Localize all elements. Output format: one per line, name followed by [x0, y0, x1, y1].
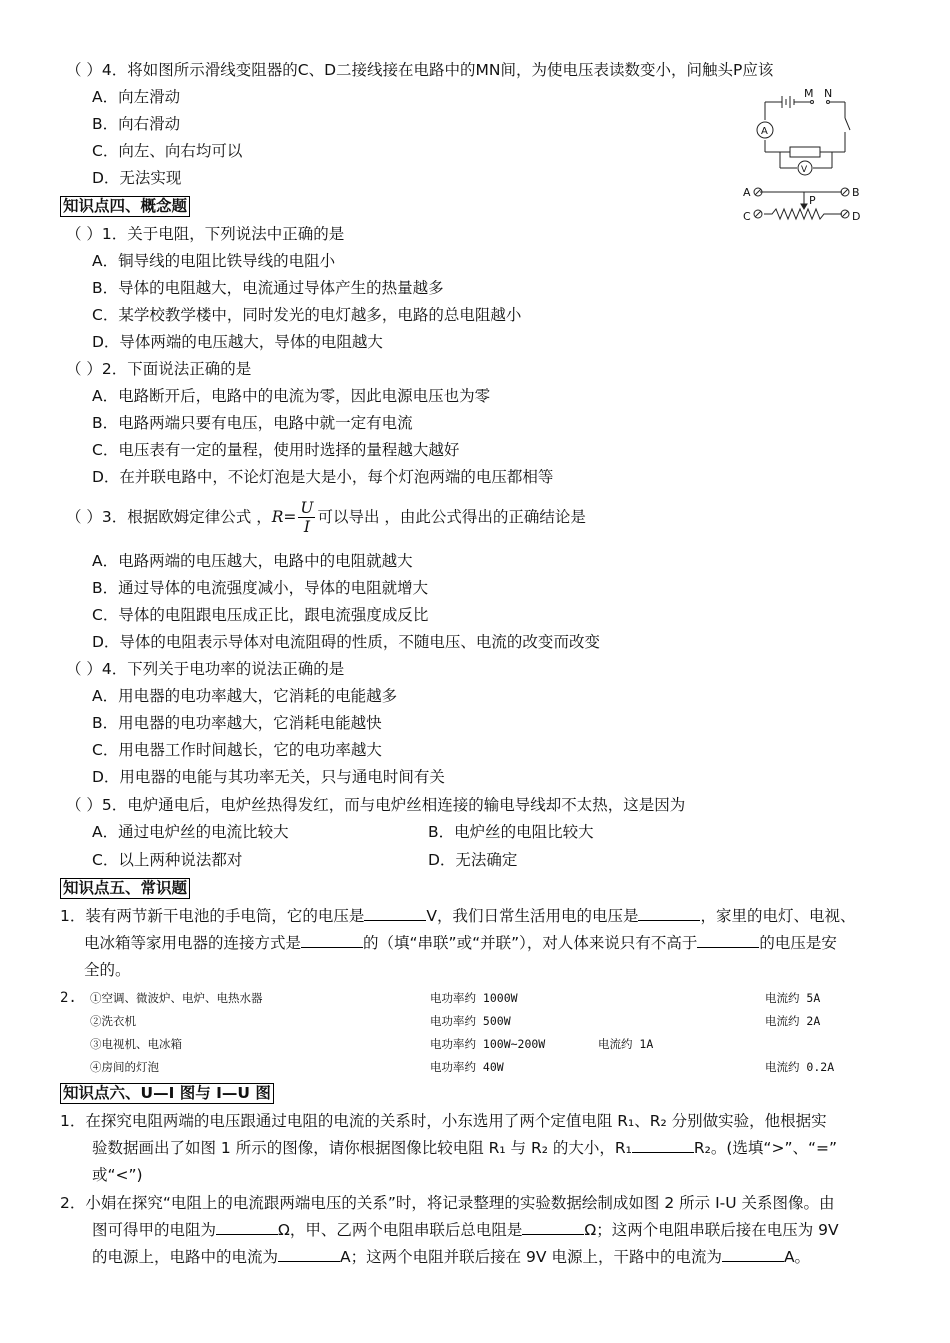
section-title-4: 知识点四、概念题 [60, 196, 190, 217]
option-b: B．向右滑动 [92, 115, 181, 133]
fill-question-line [60, 906, 856, 926]
formula-lhs: R= [271, 508, 297, 526]
appliance-item: ②洗衣机 [90, 1014, 136, 1028]
appliance-power: 电功率约 500W [430, 1014, 511, 1028]
fill-question-line: 全的。 [84, 961, 131, 979]
ohms-law-fraction [298, 499, 315, 536]
question-stem: （ ）5．电炉通电后，电炉丝热得发红，而与电炉丝相连接的输电导线却不太热，这是因为 [66, 796, 686, 814]
option-d: D．导体两端的电压越大，导体的电阻越大 [92, 333, 383, 351]
text: 的（填“串联”或“并联”），对人体来说只有不高于 [363, 934, 698, 952]
text: R₂。(选填“>”、“=” [693, 1139, 838, 1157]
slider-label: P [809, 194, 816, 207]
appliance-current: 电流约 1A [598, 1037, 654, 1051]
text: 1．装有两节新干电池的手电筒，它的电压是 [60, 907, 365, 925]
answer-blank[interactable] [632, 1138, 694, 1153]
question-stem: （ ）4．将如图所示滑线变阻器的C、D二接线接在电路中的MN间，为使电压表读数变小，问触头P应该 [66, 61, 774, 79]
appliance-power: 电功率约 1000W [430, 991, 518, 1005]
answer-blank[interactable] [301, 933, 363, 948]
option-c: C．以上两种说法都对 [92, 851, 243, 869]
answer-blank[interactable] [216, 1220, 278, 1235]
appliance-power: 电功率约 40W [430, 1060, 504, 1074]
text: 的电压是安 [759, 934, 837, 952]
option-a: A．用电器的电功率越大，它消耗的电能越多 [92, 687, 398, 705]
label-m: M [804, 88, 814, 100]
option-b: B．用电器的电功率越大，它消耗电能越快 [92, 714, 382, 732]
text: 的电源上，电路中的电流为 [92, 1248, 279, 1266]
voltmeter-label: V [801, 165, 808, 175]
question-stem: （ ）1．关于电阻，下列说法中正确的是 [66, 225, 345, 243]
option-c: C．电压表有一定的量程，使用时选择的量程越大越好 [92, 441, 460, 459]
text: 验数据画出了如图 1 所示的图像，请你根据图像比较电阻 R₁ 与 R₂ 的大小，R₁ [92, 1139, 632, 1157]
question-stem: （ ）4．下列关于电功率的说法正确的是 [66, 660, 345, 678]
question-number: 2. [60, 990, 77, 1006]
fill-question-line [92, 1138, 837, 1158]
text: 电冰箱等家用电器的连接方式是 [84, 934, 302, 952]
appliance-power: 电功率约 100W~200W [430, 1037, 546, 1051]
appliance-current: 电流约 0.2A [765, 1060, 835, 1074]
question-stem-q3 [66, 497, 586, 537]
option-a: A．向左滑动 [92, 88, 181, 106]
question-line: 2．小娟在探究“电阻上的电流跟两端电压的关系”时，将记录整理的实验数据绘制成如图 2 所示 I-U 关系图像。由 [60, 1194, 835, 1212]
ammeter-label: A [761, 126, 768, 137]
text: Ω，甲、乙两个电阻串联后总电阻是 [278, 1221, 523, 1239]
appliance-item: ④房间的灯泡 [90, 1060, 159, 1074]
option-b: B．导体的电阻越大，电流通过导体产生的热量越多 [92, 279, 444, 297]
appliance-item: ③电视机、电冰箱 [90, 1037, 182, 1051]
stem-pre: （ ）3．根据欧姆定律公式 ， [66, 508, 272, 526]
option-b: B．电炉丝的电阻比较大 [428, 823, 594, 841]
option-c: C．导体的电阻跟电压成正比，跟电流强度成反比 [92, 606, 429, 624]
answer-blank[interactable] [722, 1247, 784, 1262]
fill-question-line [92, 1220, 839, 1240]
terminal-d: D [852, 210, 861, 223]
terminal-a: A [743, 186, 751, 199]
question-stem: （ ）2．下面说法正确的是 [66, 360, 252, 378]
option-c: C．向左、向右均可以 [92, 142, 243, 160]
answer-blank[interactable] [522, 1220, 584, 1235]
text: A。 [783, 1248, 811, 1266]
appliance-item: ①空调、微波炉、电炉、电热水器 [90, 991, 263, 1005]
question-line: 1．在探究电阻两端的电压跟通过电阻的电流的关系时，小东选用了两个定值电阻 R₁、R₂ 分别做实验，他根据实 [60, 1112, 827, 1130]
text: ，家里的电灯、电视、 [700, 907, 856, 925]
appliance-current: 电流约 2A [765, 1014, 821, 1028]
option-c: C．某学校教学楼中，同时发光的电灯越多，电路的总电阻越小 [92, 306, 522, 324]
circuit-diagram [740, 88, 870, 228]
question-line: 或“<”) [92, 1166, 143, 1184]
text: 图可得甲的电阻为 [92, 1221, 217, 1239]
section-title-5: 知识点五、常识题 [60, 878, 190, 899]
option-d: D．用电器的电能与其功率无关，只与通电时间有关 [92, 768, 445, 786]
option-b: B．通过导体的电流强度减小，导体的电阻就增大 [92, 579, 429, 597]
fraction-denominator: I [303, 518, 310, 536]
answer-blank[interactable] [364, 906, 426, 921]
fill-question-line [84, 933, 837, 953]
option-a: A．电路断开后，电路中的电流为零，因此电源电压也为零 [92, 387, 491, 405]
option-d: D．无法实现 [92, 169, 182, 187]
label-n: N [824, 88, 833, 100]
option-a: A．铜导线的电阻比铁导线的电阻小 [92, 252, 336, 270]
option-a: A．电路两端的电压越大，电路中的电阻就越大 [92, 552, 413, 570]
section-title-6: 知识点六、U—I 图与 I—U 图 [60, 1083, 274, 1104]
text: Ω；这两个电阻串联后接在电压为 9V [584, 1221, 839, 1239]
answer-blank[interactable] [638, 906, 700, 921]
option-d: D．无法确定 [428, 851, 518, 869]
fraction-numerator: U [300, 499, 314, 517]
text: A；这两个电阻并联后接在 9V 电源上，干路中的电流为 [340, 1248, 722, 1266]
terminal-b: B [852, 186, 860, 199]
answer-blank[interactable] [278, 1247, 340, 1262]
option-a: A．通过电炉丝的电流比较大 [92, 823, 289, 841]
fill-question-line [92, 1247, 810, 1267]
stem-post: 可以导出 ，由此公式得出的正确结论是 [317, 508, 586, 526]
option-d: D．导体的电阻表示导体对电流阻碍的性质，不随电压、电流的改变而改变 [92, 633, 600, 651]
option-d: D．在并联电路中，不论灯泡是大是小，每个灯泡两端的电压都相等 [92, 468, 554, 486]
appliance-current: 电流约 5A [765, 991, 821, 1005]
text: V，我们日常生活用电的电压是 [426, 907, 639, 925]
option-c: C．用电器工作时间越长，它的电功率越大 [92, 741, 382, 759]
terminal-c: C [743, 210, 751, 223]
answer-blank[interactable] [697, 933, 759, 948]
option-b: B．电路两端只要有电压，电路中就一定有电流 [92, 414, 413, 432]
